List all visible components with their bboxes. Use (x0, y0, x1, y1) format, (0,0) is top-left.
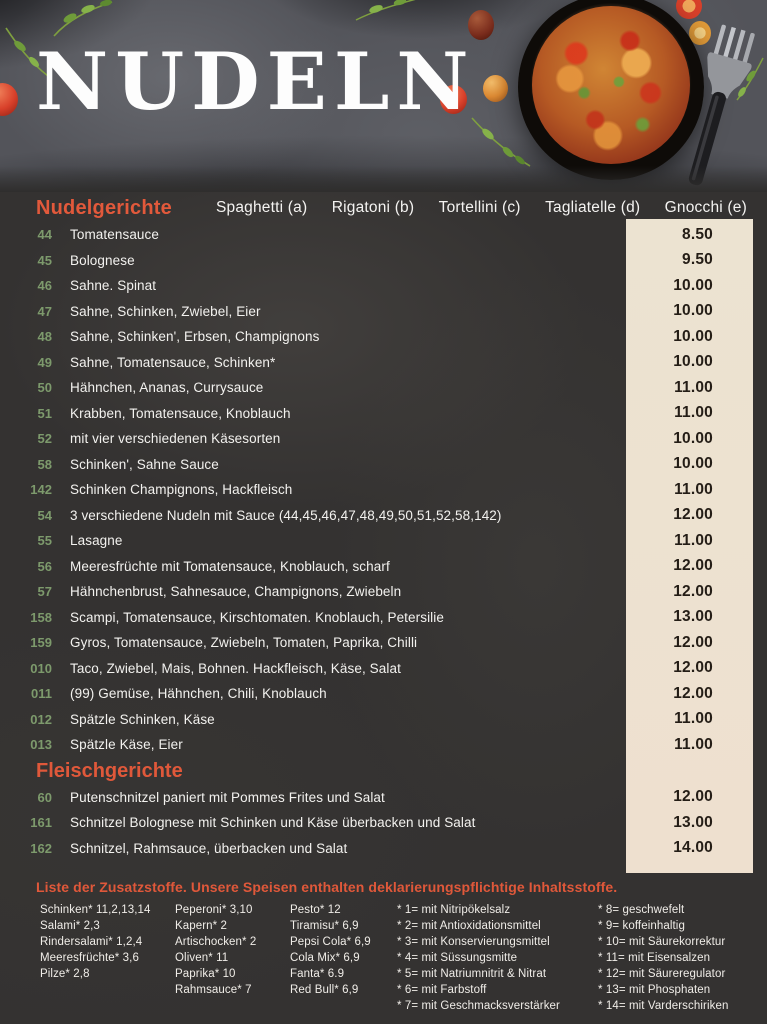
item-price: 12.00 (673, 684, 713, 702)
menu-row (0, 222, 767, 248)
menu-row (0, 656, 767, 682)
menu-body (0, 222, 767, 860)
item-price: 9.50 (682, 251, 713, 269)
item-price: 13.00 (673, 608, 713, 626)
item-description: Gyros, Tomatensauce, Zwiebeln, Tomaten, Paprika, Chilli (70, 635, 418, 651)
item-description: Schnitzel Bolognese mit Schinken und Käse überbacken und Salat (70, 815, 476, 831)
item-number: 45 (37, 252, 52, 268)
item-description: Lasagne (70, 533, 123, 549)
item-number: 60 (37, 789, 52, 805)
item-price: 10.00 (673, 276, 713, 294)
additive-entry: Pilze* 2,8 (40, 968, 90, 980)
additive-entry: * 7= mit Geschmacksverstärker (397, 1000, 560, 1012)
additive-entry: * 2= mit Antioxidationsmittel (397, 920, 541, 932)
pasta-type-list (216, 199, 747, 217)
additive-entry: * 12= mit Säureregulator (598, 968, 726, 980)
item-price: 12.00 (673, 557, 713, 575)
tomato-half-icon (676, 0, 702, 19)
additive-entry: Tiramisu* 6,9 (290, 920, 359, 932)
item-description: Putenschnitzel paniert mit Pommes Frites und Salat (70, 789, 385, 805)
additive-entry: * 8= geschwefelt (598, 904, 685, 916)
additive-entry: * 13= mit Phosphaten (598, 984, 711, 996)
menu-row (0, 273, 767, 299)
additives-section (0, 872, 767, 1024)
pasta-type-header: Rigatoni (b) (331, 199, 415, 216)
menu-row (0, 452, 767, 478)
item-price: 11.00 (674, 378, 713, 396)
menu-row (0, 554, 767, 580)
menu-row (0, 503, 767, 529)
menu-row (0, 732, 767, 758)
item-number: 57 (37, 584, 52, 600)
menu-row (0, 401, 767, 427)
cherry-tomato-icon (483, 75, 508, 102)
pasta-type-header: Spaghetti (a) (215, 199, 308, 216)
item-price: 11.00 (674, 710, 713, 728)
item-price: 11.00 (674, 531, 713, 549)
additive-entry: Schinken* 11,2,13,14 (40, 904, 151, 916)
item-number: 52 (37, 431, 52, 447)
menu-row (0, 299, 767, 325)
item-number: 51 (37, 405, 52, 421)
additive-entry: Oliven* 11 (175, 952, 229, 964)
menu-row (0, 528, 767, 554)
item-number: 50 (37, 380, 52, 396)
item-description: Sahne, Tomatensauce, Schinken* (70, 354, 276, 370)
item-description: Scampi, Tomatensauce, Kirschtomaten. Knoblauch, Petersilie (70, 609, 444, 625)
item-description: Sahne, Schinken, Zwiebel, Eier (70, 303, 261, 319)
item-number: 010 (30, 660, 52, 676)
item-price: 11.00 (674, 480, 713, 498)
item-price: 10.00 (673, 327, 713, 345)
item-number: 56 (37, 558, 52, 574)
additive-entry: Rindersalami* 1,2,4 (40, 936, 143, 948)
item-description: Bolognese (70, 252, 135, 268)
item-number: 47 (37, 303, 52, 319)
additive-entry: * 14= mit Varderschiriken (598, 1000, 729, 1012)
item-number: 58 (37, 456, 52, 472)
additive-entry: Pesto* 12 (290, 904, 341, 916)
additives-column (290, 902, 397, 1014)
item-number: 54 (37, 507, 52, 523)
additive-entry: * 6= mit Farbstoff (397, 984, 487, 996)
additives-columns (40, 902, 767, 1014)
item-price: 13.00 (673, 813, 713, 831)
item-price: 10.00 (673, 455, 713, 473)
item-number: 013 (30, 737, 52, 753)
item-description: mit vier verschiedenen Käsesorten (70, 431, 281, 447)
item-number: 011 (31, 686, 52, 702)
item-price: 11.00 (674, 404, 713, 422)
pasta-type-header: Tortellini (c) (438, 199, 521, 216)
additives-column (598, 902, 763, 1014)
menu-row (0, 248, 767, 274)
item-description: Schinken Champignons, Hackfleisch (70, 482, 293, 498)
hero-banner (0, 0, 767, 192)
penne-pasta (532, 6, 690, 164)
item-number: 44 (37, 227, 52, 243)
section-label-fleischgerichte: Fleischgerichte (36, 759, 183, 782)
section-heading-row (0, 758, 767, 785)
menu-row (0, 324, 767, 350)
item-description: Schinken', Sahne Sauce (70, 456, 219, 472)
herb-sprig-icon (48, 0, 118, 38)
item-description: Taco, Zwiebel, Mais, Bohnen. Hackfleisch, Käse, Salat (70, 660, 401, 676)
menu-row (0, 605, 767, 631)
item-price: 10.00 (673, 302, 713, 320)
additive-entry: Rahmsauce* 7 (175, 984, 252, 996)
item-number: 159 (30, 635, 52, 651)
item-number: 142 (30, 482, 52, 498)
additive-entry: Paprika* 10 (175, 968, 236, 980)
additive-entry: Cola Mix* 6,9 (290, 952, 360, 964)
additive-entry: Peperoni* 3,10 (175, 904, 253, 916)
item-description: Krabben, Tomatensauce, Knoblauch (70, 405, 291, 421)
item-price: 12.00 (673, 582, 713, 600)
item-description: Sahne, Schinken', Erbsen, Champignons (70, 329, 320, 345)
menu-row (0, 810, 767, 836)
menu-row (0, 426, 767, 452)
menu-row (0, 630, 767, 656)
additive-entry: Meeresfrüchte* 3,6 (40, 952, 139, 964)
menu-row (0, 836, 767, 862)
additive-entry: * 9= koffeinhaltig (598, 920, 685, 932)
additive-entry: * 1= mit Nitripökelsalz (397, 904, 511, 916)
menu-row (0, 707, 767, 733)
additive-entry: Pepsi Cola* 6,9 (290, 936, 371, 948)
item-description: Tomatensauce (70, 227, 160, 243)
item-price: 12.00 (673, 506, 713, 524)
additive-entry: * 5= mit Natriumnitrit & Nitrat (397, 968, 547, 980)
menu-row (0, 579, 767, 605)
additive-entry: * 3= mit Konservierungsmittel (397, 936, 550, 948)
item-number: 49 (37, 354, 52, 370)
additives-column (397, 902, 598, 1014)
item-description: (99) Gemüse, Hähnchen, Chili, Knoblauch (70, 686, 327, 702)
menu-row (0, 350, 767, 376)
item-description: 3 verschiedene Nudeln mit Sauce (44,45,46,47,48,49,50,51,52,58,142) (70, 507, 502, 523)
additive-entry: * 10= mit Säurekorrektur (598, 936, 726, 948)
item-price: 14.00 (673, 839, 713, 857)
item-number: 46 (37, 278, 52, 294)
item-price: 12.00 (673, 633, 713, 651)
item-number: 012 (30, 711, 52, 727)
additives-heading: Liste der Zusatzstoffe. Unsere Speisen enthalten deklarierungspflichtige Inhaltsstoffe. (36, 879, 618, 895)
additive-entry: * 4= mit Süssungsmitte (397, 952, 518, 964)
herb-sprig-icon (352, 0, 424, 24)
item-description: Sahne. Spinat (70, 278, 157, 294)
item-price: 12.00 (673, 659, 713, 677)
additive-entry: Artischocken* 2 (175, 936, 257, 948)
additive-entry: Fanta* 6.9 (290, 968, 345, 980)
item-number: 55 (37, 533, 52, 549)
menu-row (0, 477, 767, 503)
item-price: 8.50 (682, 225, 713, 243)
menu-row (0, 785, 767, 811)
item-description: Meeresfrüchte mit Tomatensauce, Knoblauch, scharf (70, 558, 390, 574)
cherry-tomato-icon (0, 83, 18, 116)
item-number: 161 (30, 815, 52, 831)
pasta-type-header: Gnocchi (e) (664, 199, 747, 216)
item-number: 48 (37, 329, 52, 345)
item-price: 10.00 (673, 429, 713, 447)
item-price: 10.00 (673, 353, 713, 371)
section-label-nudelgerichte: Nudelgerichte (36, 196, 172, 219)
item-description: Spätzle Käse, Eier (70, 737, 183, 753)
additive-entry: Salami* 2,3 (40, 920, 100, 932)
hero-fade (0, 166, 767, 192)
additives-column (40, 902, 175, 1014)
additive-entry: * 11= mit Eisensalzen (598, 952, 711, 964)
menu-row (0, 375, 767, 401)
additive-entry: Kapern* 2 (175, 920, 228, 932)
pasta-type-header: Tagliatelle (d) (545, 199, 641, 216)
menu-row (0, 681, 767, 707)
additives-column (175, 902, 290, 1014)
item-description: Spätzle Schinken, Käse (70, 711, 215, 727)
item-number: 158 (30, 609, 52, 625)
item-description: Hähnchen, Ananas, Currysauce (70, 380, 264, 396)
item-description: Schnitzel, Rahmsauce, überbacken und Salat (70, 840, 348, 856)
page-title: NUDELN (36, 35, 476, 128)
additive-entry: Red Bull* 6,9 (290, 984, 359, 996)
item-price: 12.00 (673, 788, 713, 806)
item-description: Hähnchenbrust, Sahnesauce, Champignons, Zwiebeln (70, 584, 402, 600)
item-price: 11.00 (674, 735, 713, 753)
item-number: 162 (30, 840, 52, 856)
